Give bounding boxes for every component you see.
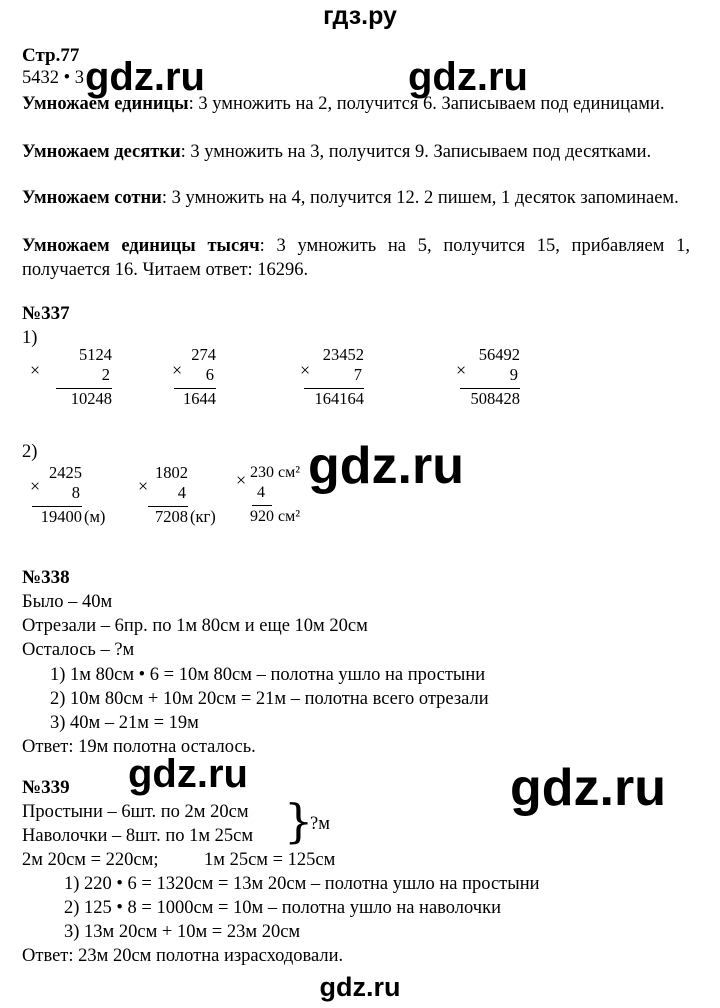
explanation-paragraph	[22, 140, 690, 164]
conversion: 2м 20см = 220см;	[22, 850, 159, 870]
multiplier: 9	[509, 365, 518, 384]
product: 7208	[155, 507, 188, 526]
explanation-paragraph	[22, 234, 690, 282]
site-footer-watermark: gdz.ru	[319, 972, 401, 1002]
task-337-part2-label: 2)	[22, 442, 38, 462]
explanation-text: : 3 умножить на 3, получится 9. Записываем под десятками.	[180, 142, 652, 162]
result-line	[252, 505, 272, 506]
explanation-paragraph	[22, 92, 690, 116]
product: 508428	[470, 389, 520, 408]
multiplicand: 56492	[478, 345, 520, 364]
task-338-title: №338	[22, 567, 70, 588]
explanation-bold: Умножаем единицы тысяч	[22, 236, 260, 256]
page-header: Стр.77	[22, 45, 80, 66]
multiply-sign: ×	[30, 476, 41, 496]
column-multiplication	[456, 346, 520, 426]
multiplicand: 23452	[322, 345, 364, 364]
multiplier: 8	[71, 483, 80, 502]
condition-line: Простыни – 6шт. по 2м 20см	[22, 802, 249, 822]
task-337-title: №337	[22, 303, 70, 324]
site-header: гдз.ру	[323, 2, 397, 30]
multiplicand: 5124	[79, 345, 112, 364]
column-multiplication	[30, 464, 82, 540]
product: 19400	[40, 507, 82, 526]
expression: 5432 • 3	[22, 68, 84, 88]
conversion: 1м 25см = 125см	[204, 850, 336, 870]
explanation-paragraph	[22, 186, 690, 210]
explanation-bold: Умножаем сотни	[22, 188, 162, 208]
multiplier: 4	[257, 484, 265, 501]
product: 920 см²	[250, 508, 301, 525]
multiplier: 2	[101, 365, 110, 384]
multiplier: 6	[205, 365, 214, 384]
solution-step: 1) 1м 80см • 6 = 10м 80см – полотна ушло на простыни	[50, 665, 486, 685]
explanation-text: : 3 умножить на 4, получится 12. 2 пишем, 1 десяток запоминаем.	[161, 188, 679, 208]
multiply-sign: ×	[138, 476, 149, 496]
multiply-sign: ×	[30, 360, 41, 380]
watermark: gdz.ru	[85, 55, 205, 99]
watermark: gdz.ru	[408, 55, 528, 99]
task-339-title: №339	[22, 777, 70, 798]
solution-step: 3) 13м 20см + 10м = 23м 20см	[64, 922, 301, 942]
explanation-text: : 3 умножить на 5, получится 15, прибавляем 1, получается 16. Читаем ответ: 16296.	[22, 236, 690, 280]
multiplicand: 274	[191, 345, 216, 364]
multiplier: 4	[177, 483, 186, 502]
product: 10248	[70, 389, 112, 408]
brace-icon: }	[284, 794, 314, 848]
product: 164164	[314, 389, 364, 408]
column-multiplication	[172, 346, 216, 426]
watermark: gdz.ru	[308, 437, 464, 495]
condition-line: Отрезали – 6пр. по 1м 80см и еще 10м 20см	[22, 616, 368, 636]
watermark: gdz.ru	[510, 759, 666, 817]
product: 1644	[183, 389, 216, 408]
watermark: gdz.ru	[128, 752, 248, 796]
column-multiplication	[30, 346, 112, 426]
multiplier: 7	[353, 365, 362, 384]
multiply-sign: ×	[172, 360, 183, 380]
multiply-sign: ×	[300, 360, 311, 380]
column-multiplication	[138, 464, 188, 540]
brace-label: ?м	[310, 814, 330, 834]
solution-step: 2) 125 • 8 = 1000см = 10м – полотна ушло на наволочки	[64, 898, 501, 918]
column-multiplication	[300, 346, 364, 426]
explanation-text: : 3 умножить на 2, получится 6. Записываем под единицами.	[188, 94, 665, 114]
multiplicand: 230 см²	[250, 464, 301, 481]
task-337-part1-label: 1)	[22, 328, 38, 348]
condition-line: Осталось – ?м	[22, 640, 135, 660]
solution-step: 3) 40м – 21м = 19м	[50, 713, 199, 733]
solution-step: 1) 220 • 6 = 1320см = 13м 20см – полотна ушло на простыни	[64, 874, 540, 894]
multiply-sign: ×	[236, 470, 247, 490]
condition-line: Наволочки – 8шт. по 1м 25см	[22, 826, 254, 846]
explanation-bold: Умножаем единицы	[22, 94, 189, 114]
answer: Ответ: 23м 20см полотна израсходовали.	[22, 946, 344, 966]
unit-label: (м)	[84, 507, 106, 526]
multiplicand: 1802	[155, 463, 188, 482]
multiply-sign: ×	[456, 360, 467, 380]
answer: Ответ: 19м полотна осталось.	[22, 737, 256, 757]
explanation-bold: Умножаем десятки	[22, 142, 181, 162]
condition-line: Было – 40м	[22, 592, 113, 612]
unit-label: (кг)	[190, 507, 216, 526]
multiplicand: 2425	[49, 463, 82, 482]
solution-step: 2) 10м 80см + 10м 20см = 21м – полотна всего отрезали	[50, 689, 489, 709]
